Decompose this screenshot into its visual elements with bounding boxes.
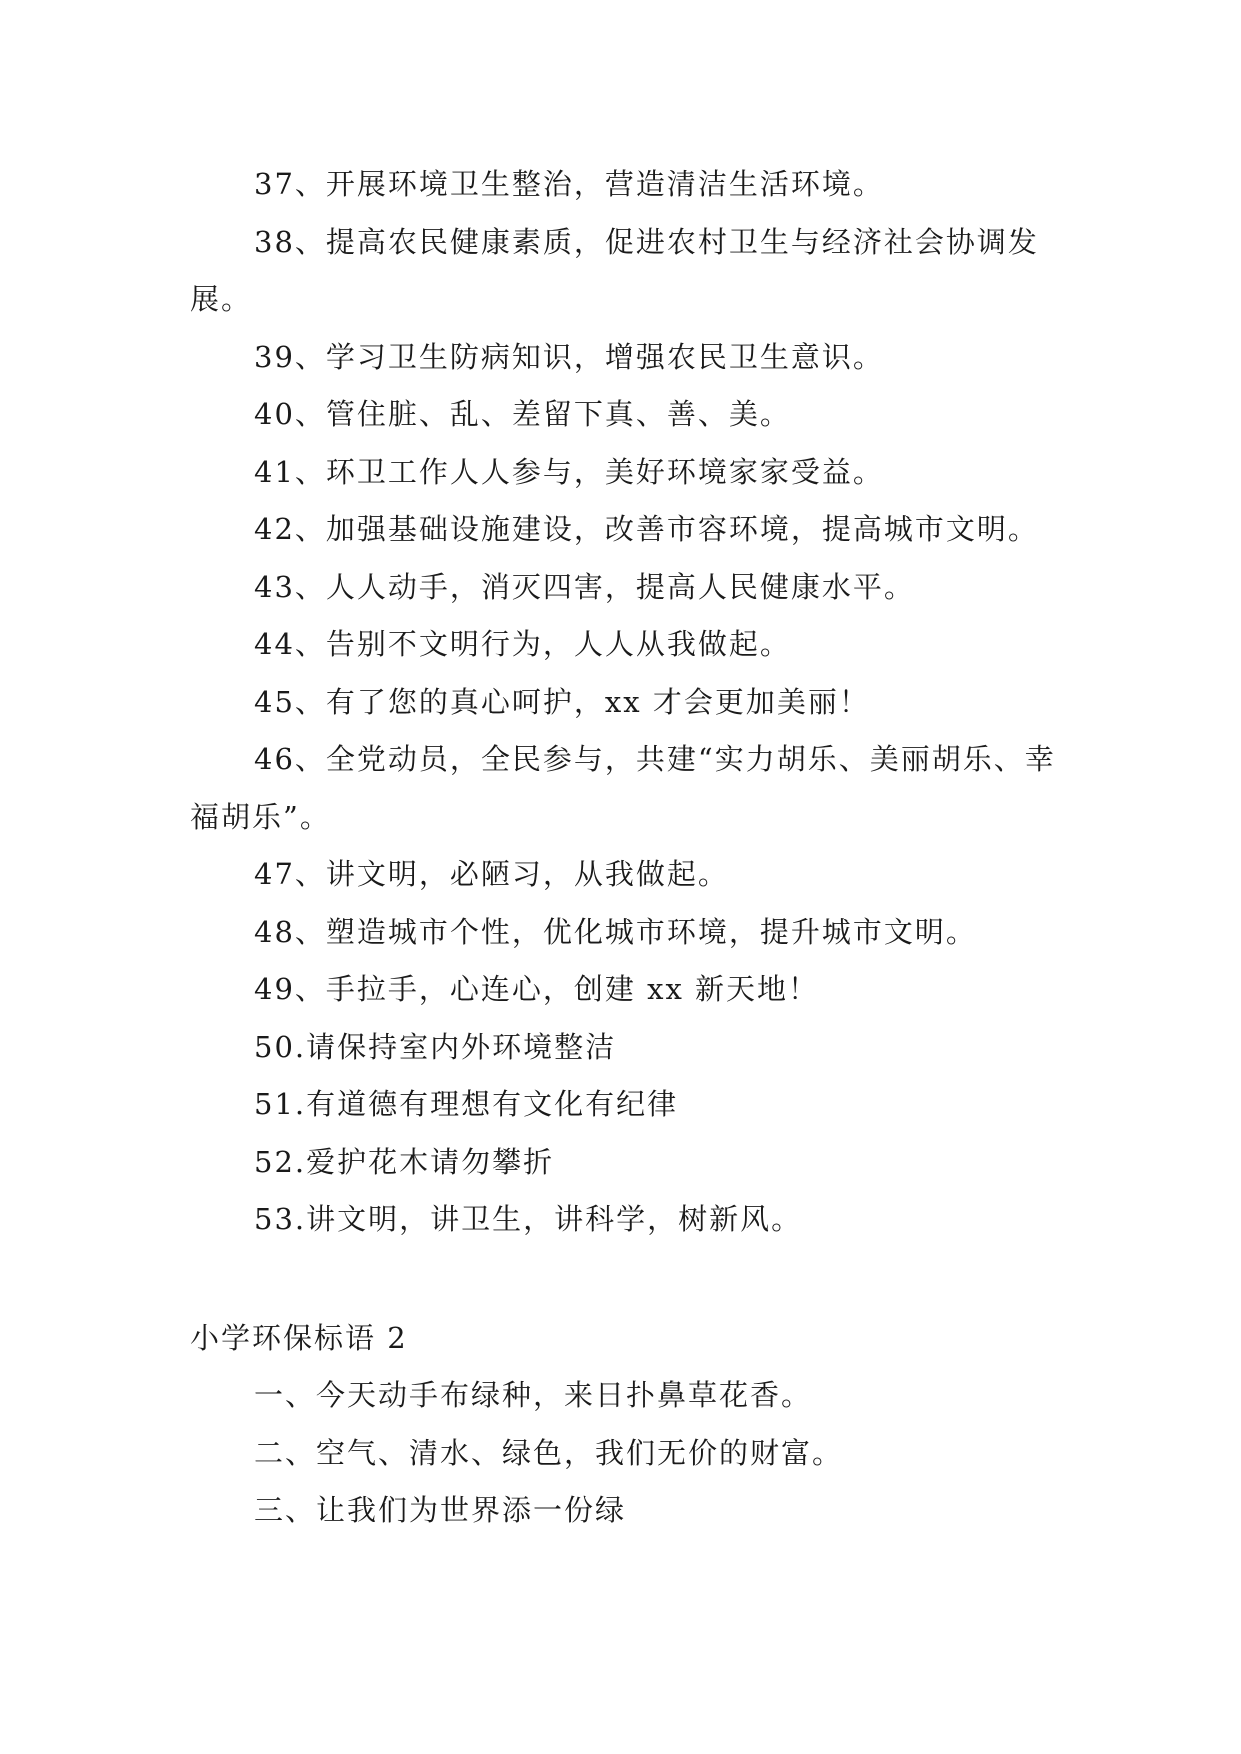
slogan-49: 49、手拉手，心连心，创建 xx 新天地！ xyxy=(254,972,820,1006)
slogan-44: 44、告别不文明行为，人人从我做起。 xyxy=(254,627,791,661)
slogan-51: 51.有道德有理想有文化有纪律 xyxy=(254,1087,679,1121)
slogan-45: 45、有了您的真心呵护，xx 才会更加美丽！ xyxy=(254,684,870,719)
document-body xyxy=(190,156,1060,1540)
section2-item-3: 三、让我们为世界添一份绿 xyxy=(254,1493,627,1527)
slogan-38: 38、提高农民健康素质，促进农村卫生与经济社会协调发展。 xyxy=(190,224,1039,316)
slogan-48: 48、塑造城市个性，优化城市环境，提升城市文明。 xyxy=(254,914,977,949)
slogan-39: 39、学习卫生防病知识，增强农民卫生意识。 xyxy=(254,339,884,374)
section2-item-2: 二、空气、清水、绿色，我们无价的财富。 xyxy=(254,1435,844,1470)
slogan-43: 43、人人动手，消灭四害，提高人民健康水平。 xyxy=(254,569,915,604)
section2-item-1: 一、今天动手布绿种，来日扑鼻草花香。 xyxy=(254,1378,813,1412)
slogan-53: 53.讲文明，讲卫生，讲科学，树新风。 xyxy=(254,1202,803,1236)
slogan-46: 46、全党动员，全民参与，共建“实力胡乐、美丽胡乐、幸福胡乐”。 xyxy=(190,742,1056,834)
slogan-41: 41、环卫工作人人参与，美好环境家家受益。 xyxy=(254,454,884,489)
slogan-40: 40、管住脏、乱、差留下真、善、美。 xyxy=(254,397,791,431)
slogan-37: 37、开展环境卫生整治，营造清洁生活环境。 xyxy=(254,167,884,201)
slogan-42: 42、加强基础设施建设，改善市容环境，提高城市文明。 xyxy=(254,512,1039,546)
slogan-47: 47、讲文明，必陋习，从我做起。 xyxy=(254,857,729,891)
section-title: 小学环保标语 2 xyxy=(190,1320,408,1355)
slogan-52: 52.爱护花木请勿攀折 xyxy=(254,1144,555,1179)
section-spacer xyxy=(190,1249,1060,1310)
slogan-50: 50.请保持室内外环境整洁 xyxy=(254,1029,617,1064)
